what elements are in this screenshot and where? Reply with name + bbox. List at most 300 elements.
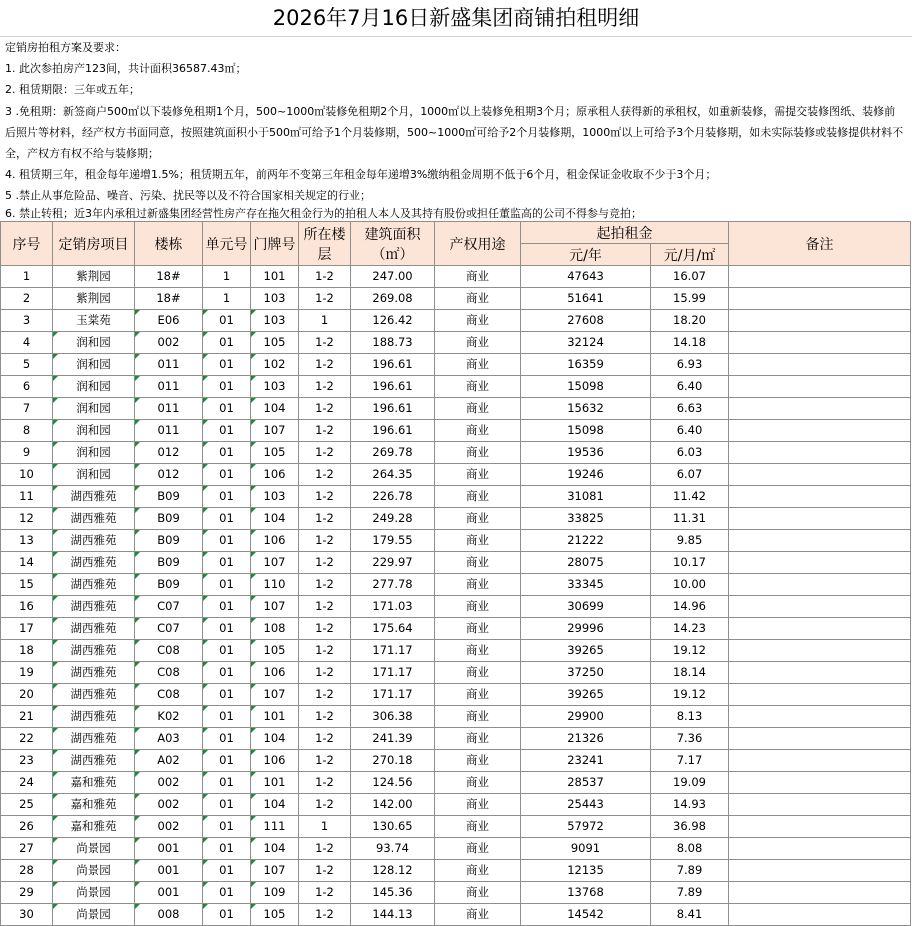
cell-area: 249.28 [351,508,435,530]
cell-area: 93.74 [351,838,435,860]
cell-use: 商业 [435,882,521,904]
cell-rent-year: 30699 [521,596,651,618]
table-row [1,772,911,794]
cell-area: 277.78 [351,574,435,596]
cell-floor: 1-2 [299,442,351,464]
cell-seq: 23 [1,750,53,772]
cell-area: 226.78 [351,486,435,508]
cell-unit: 01 [203,530,251,552]
cell-rent-month: 14.18 [651,332,729,354]
cell-door: 103 [251,288,299,310]
cell-seq: 5 [1,354,53,376]
table-row [1,750,911,772]
cell-building: 002 [135,816,203,838]
cell-unit: 01 [203,486,251,508]
table-row [1,904,911,926]
cell-rent-year: 15098 [521,420,651,442]
cell-use: 商业 [435,816,521,838]
cell-door: 104 [251,838,299,860]
cell-seq: 16 [1,596,53,618]
table-row [1,816,911,838]
cell-rent-month: 7.36 [651,728,729,750]
cell-project: 润和园 [53,332,135,354]
cell-floor: 1 [299,310,351,332]
cell-remark [729,662,911,684]
cell-remark [729,596,911,618]
cell-building: 012 [135,464,203,486]
cell-remark [729,684,911,706]
cell-project: 玉棠苑 [53,310,135,332]
header-rent-year: 元/年 [521,244,651,266]
cell-rent-month: 18.14 [651,662,729,684]
cell-door: 105 [251,904,299,926]
cell-rent-month: 19.12 [651,640,729,662]
cell-remark [729,640,911,662]
cell-unit: 01 [203,574,251,596]
cell-door: 103 [251,310,299,332]
cell-remark [729,860,911,882]
cell-project: 润和园 [53,354,135,376]
cell-area: 196.61 [351,420,435,442]
header-remark: 备注 [729,222,911,266]
table-row [1,442,911,464]
cell-use: 商业 [435,508,521,530]
cell-remark [729,442,911,464]
cell-remark [729,706,911,728]
cell-floor: 1-2 [299,838,351,860]
cell-seq: 27 [1,838,53,860]
cell-remark [729,376,911,398]
cell-unit: 01 [203,398,251,420]
cell-rent-year: 33825 [521,508,651,530]
cell-area: 126.42 [351,310,435,332]
cell-use: 商业 [435,486,521,508]
cell-rent-month: 11.42 [651,486,729,508]
cell-seq: 30 [1,904,53,926]
table-row [1,552,911,574]
cell-door: 107 [251,552,299,574]
cell-area: 229.97 [351,552,435,574]
cell-door: 106 [251,464,299,486]
cell-unit: 01 [203,310,251,332]
cell-floor: 1-2 [299,464,351,486]
cell-use: 商业 [435,530,521,552]
cell-rent-year: 28075 [521,552,651,574]
cell-use: 商业 [435,838,521,860]
cell-rent-year: 51641 [521,288,651,310]
cell-area: 270.18 [351,750,435,772]
table-row [1,574,911,596]
table-row [1,376,911,398]
header-floor [299,222,351,266]
cell-floor: 1-2 [299,794,351,816]
cell-floor: 1-2 [299,288,351,310]
cell-door: 108 [251,618,299,640]
cell-remark [729,750,911,772]
cell-door: 105 [251,332,299,354]
cell-building: 002 [135,772,203,794]
cell-door: 104 [251,728,299,750]
cell-remark [729,904,911,926]
cell-remark [729,420,911,442]
cell-floor: 1-2 [299,596,351,618]
cell-project: 湖西雅苑 [53,640,135,662]
cell-project: 尚景园 [53,882,135,904]
cell-project: 湖西雅苑 [53,706,135,728]
cell-rent-month: 19.09 [651,772,729,794]
cell-project: 润和园 [53,464,135,486]
header-rent-month: 元/月/㎡ [651,244,729,266]
cell-rent-month: 36.98 [651,816,729,838]
cell-door: 107 [251,860,299,882]
cell-building: 011 [135,398,203,420]
table-row [1,794,911,816]
cell-use: 商业 [435,684,521,706]
cell-building: B09 [135,530,203,552]
cell-seq: 9 [1,442,53,464]
cell-area: 306.38 [351,706,435,728]
cell-floor: 1-2 [299,750,351,772]
table-row [1,728,911,750]
table-row [1,838,911,860]
cell-unit: 01 [203,838,251,860]
table-row [1,486,911,508]
cell-area: 144.13 [351,904,435,926]
cell-seq: 21 [1,706,53,728]
cell-rent-year: 37250 [521,662,651,684]
table-row [1,310,911,332]
cell-seq: 14 [1,552,53,574]
note-item-2: 2. 租赁期限：三年或五年； [5,83,140,97]
cell-seq: 2 [1,288,53,310]
table-row [1,530,911,552]
cell-floor: 1-2 [299,684,351,706]
cell-remark [729,794,911,816]
cell-building: 012 [135,442,203,464]
cell-building: 011 [135,354,203,376]
cell-project: 湖西雅苑 [53,728,135,750]
cell-remark [729,882,911,904]
cell-use: 商业 [435,376,521,398]
cell-area: 247.00 [351,266,435,288]
cell-area: 269.08 [351,288,435,310]
cell-unit: 01 [203,618,251,640]
cell-rent-month: 9.85 [651,530,729,552]
cell-seq: 7 [1,398,53,420]
cell-seq: 11 [1,486,53,508]
table-row [1,266,911,288]
cell-building: 008 [135,904,203,926]
cell-area: 196.61 [351,376,435,398]
cell-seq: 24 [1,772,53,794]
cell-rent-month: 7.17 [651,750,729,772]
header-floor-line2: 层 [317,246,332,263]
cell-rent-month: 6.63 [651,398,729,420]
cell-remark [729,530,911,552]
cell-use: 商业 [435,794,521,816]
cell-rent-year: 28537 [521,772,651,794]
cell-building: 011 [135,420,203,442]
cell-door: 101 [251,706,299,728]
cell-rent-month: 11.31 [651,508,729,530]
cell-area: 124.56 [351,772,435,794]
cell-seq: 25 [1,794,53,816]
cell-door: 104 [251,794,299,816]
cell-area: 264.35 [351,464,435,486]
cell-rent-month: 6.03 [651,442,729,464]
cell-floor: 1-2 [299,662,351,684]
cell-door: 101 [251,772,299,794]
cell-building: B09 [135,508,203,530]
cell-building: C08 [135,684,203,706]
cell-rent-month: 10.00 [651,574,729,596]
header-unit: 单元号 [203,222,251,266]
cell-building: A03 [135,728,203,750]
cell-rent-month: 10.17 [651,552,729,574]
cell-rent-year: 29900 [521,706,651,728]
cell-use: 商业 [435,552,521,574]
cell-unit: 01 [203,860,251,882]
rental-notes [0,37,912,221]
table-row [1,684,911,706]
table-row [1,464,911,486]
cell-seq: 26 [1,816,53,838]
cell-unit: 01 [203,904,251,926]
cell-use: 商业 [435,618,521,640]
cell-project: 紫荆园 [53,288,135,310]
cell-rent-year: 57972 [521,816,651,838]
cell-rent-month: 7.89 [651,860,729,882]
note-item-3: 3 .免租期：新签商户500㎡以下装修免租期1个月，500~1000㎡装修免租期2个月，1000㎡以上装修免租期3个月；原承租人获得新的承租权，如重新装修，需提交装修图纸、装修前后照片等材料，经产权方书面同意，按照建筑面积小于500㎡可给予1个月装修期，500~1000㎡可给予2个月装修期，1000㎡以上可给予3个月装修期，如未实际装修或装修提供材料不全，产权方有权不给与装修期； [5,104,904,160]
cell-remark [729,288,911,310]
cell-project: 嘉和雅苑 [53,816,135,838]
cell-floor: 1-2 [299,728,351,750]
cell-unit: 01 [203,552,251,574]
cell-door: 107 [251,684,299,706]
cell-project: 湖西雅苑 [53,486,135,508]
cell-seq: 29 [1,882,53,904]
cell-door: 109 [251,882,299,904]
cell-use: 商业 [435,420,521,442]
cell-use: 商业 [435,266,521,288]
cell-unit: 01 [203,332,251,354]
cell-floor: 1-2 [299,354,351,376]
cell-use: 商业 [435,464,521,486]
cell-door: 106 [251,662,299,684]
cell-rent-year: 16359 [521,354,651,376]
cell-project: 湖西雅苑 [53,552,135,574]
cell-floor: 1-2 [299,552,351,574]
cell-remark [729,508,911,530]
header-area-line1: 建筑面积 [364,226,421,243]
table-row [1,420,911,442]
cell-unit: 01 [203,684,251,706]
cell-rent-month: 14.96 [651,596,729,618]
cell-project: 尚景园 [53,904,135,926]
cell-unit: 01 [203,662,251,684]
cell-floor: 1-2 [299,640,351,662]
cell-use: 商业 [435,332,521,354]
cell-unit: 01 [203,706,251,728]
cell-unit: 01 [203,420,251,442]
cell-rent-month: 8.13 [651,706,729,728]
note-item-1: 1. 此次参拍房产123间，共计面积36587.43㎡； [5,62,247,76]
table-row [1,618,911,640]
cell-unit: 01 [203,442,251,464]
cell-project: 湖西雅苑 [53,662,135,684]
cell-building: C08 [135,640,203,662]
table-row [1,288,911,310]
cell-remark [729,332,911,354]
cell-seq: 15 [1,574,53,596]
cell-building: 011 [135,376,203,398]
cell-unit: 01 [203,464,251,486]
header-floor-line1: 所在楼 [303,226,346,243]
cell-project: 嘉和雅苑 [53,772,135,794]
cell-floor: 1-2 [299,376,351,398]
cell-building: 18# [135,288,203,310]
cell-rent-year: 23241 [521,750,651,772]
cell-rent-year: 13768 [521,882,651,904]
cell-floor: 1-2 [299,530,351,552]
cell-remark [729,574,911,596]
cell-area: 179.55 [351,530,435,552]
cell-area: 171.17 [351,684,435,706]
cell-remark [729,486,911,508]
cell-seq: 22 [1,728,53,750]
cell-rent-month: 16.07 [651,266,729,288]
cell-project: 湖西雅苑 [53,530,135,552]
cell-project: 润和园 [53,442,135,464]
cell-rent-month: 8.41 [651,904,729,926]
cell-use: 商业 [435,398,521,420]
cell-door: 101 [251,266,299,288]
cell-use: 商业 [435,904,521,926]
table-body [1,266,911,926]
cell-use: 商业 [435,288,521,310]
header-building: 楼栋 [135,222,203,266]
cell-unit: 01 [203,772,251,794]
notes-heading: 定销房拍租方案及要求： [5,41,126,54]
cell-floor: 1-2 [299,266,351,288]
cell-use: 商业 [435,750,521,772]
cell-use: 商业 [435,860,521,882]
header-seq: 序号 [1,222,53,266]
cell-floor: 1-2 [299,420,351,442]
cell-use: 商业 [435,354,521,376]
cell-unit: 01 [203,596,251,618]
cell-floor: 1-2 [299,398,351,420]
cell-floor: 1-2 [299,706,351,728]
cell-floor: 1-2 [299,574,351,596]
header-area-line2: （㎡） [371,246,414,263]
cell-project: 湖西雅苑 [53,596,135,618]
cell-unit: 01 [203,882,251,904]
cell-door: 106 [251,530,299,552]
cell-rent-year: 9091 [521,838,651,860]
cell-rent-year: 39265 [521,684,651,706]
cell-building: C07 [135,596,203,618]
cell-project: 湖西雅苑 [53,508,135,530]
cell-rent-year: 19246 [521,464,651,486]
cell-rent-month: 6.40 [651,420,729,442]
cell-building: 001 [135,838,203,860]
cell-unit: 1 [203,266,251,288]
cell-remark [729,728,911,750]
cell-area: 128.12 [351,860,435,882]
cell-building: B09 [135,486,203,508]
header-project: 定销房项目 [53,222,135,266]
cell-building: 001 [135,860,203,882]
header-use: 产权用途 [435,222,521,266]
cell-seq: 19 [1,662,53,684]
cell-building: 001 [135,882,203,904]
table-row [1,508,911,530]
cell-area: 188.73 [351,332,435,354]
cell-unit: 01 [203,794,251,816]
cell-project: 润和园 [53,376,135,398]
cell-use: 商业 [435,640,521,662]
cell-remark [729,354,911,376]
cell-use: 商业 [435,596,521,618]
cell-rent-year: 14542 [521,904,651,926]
table-row [1,398,911,420]
cell-area: 130.65 [351,816,435,838]
cell-seq: 13 [1,530,53,552]
sheet-title: 2026年7月16日新盛集团商铺拍租明细 [0,0,912,37]
cell-door: 107 [251,596,299,618]
cell-rent-month: 18.20 [651,310,729,332]
cell-unit: 01 [203,816,251,838]
cell-use: 商业 [435,728,521,750]
cell-unit: 01 [203,508,251,530]
cell-rent-month: 6.40 [651,376,729,398]
rental-table [0,221,911,926]
cell-building: 002 [135,794,203,816]
cell-remark [729,618,911,640]
cell-area: 145.36 [351,882,435,904]
note-item-4: 4. 租赁期三年，租金每年递增1.5%；租赁期五年，前两年不变第三年租金每年递增3%缴纳租金周期不低于6个月，租金保证金收取不少于3个月； [5,167,717,181]
cell-building: K02 [135,706,203,728]
cell-area: 175.64 [351,618,435,640]
cell-project: 尚景园 [53,838,135,860]
cell-floor: 1-2 [299,860,351,882]
cell-area: 142.00 [351,794,435,816]
cell-area: 196.61 [351,398,435,420]
cell-rent-year: 21326 [521,728,651,750]
cell-rent-year: 31081 [521,486,651,508]
table-row [1,596,911,618]
cell-area: 171.17 [351,640,435,662]
cell-use: 商业 [435,772,521,794]
cell-building: C07 [135,618,203,640]
cell-seq: 20 [1,684,53,706]
cell-project: 湖西雅苑 [53,750,135,772]
cell-area: 196.61 [351,354,435,376]
cell-door: 110 [251,574,299,596]
cell-rent-month: 8.08 [651,838,729,860]
cell-floor: 1-2 [299,772,351,794]
cell-rent-month: 6.93 [651,354,729,376]
cell-use: 商业 [435,574,521,596]
cell-remark [729,464,911,486]
cell-floor: 1-2 [299,904,351,926]
cell-floor: 1-2 [299,332,351,354]
cell-rent-month: 6.07 [651,464,729,486]
cell-remark [729,266,911,288]
table-row [1,882,911,904]
cell-building: 002 [135,332,203,354]
